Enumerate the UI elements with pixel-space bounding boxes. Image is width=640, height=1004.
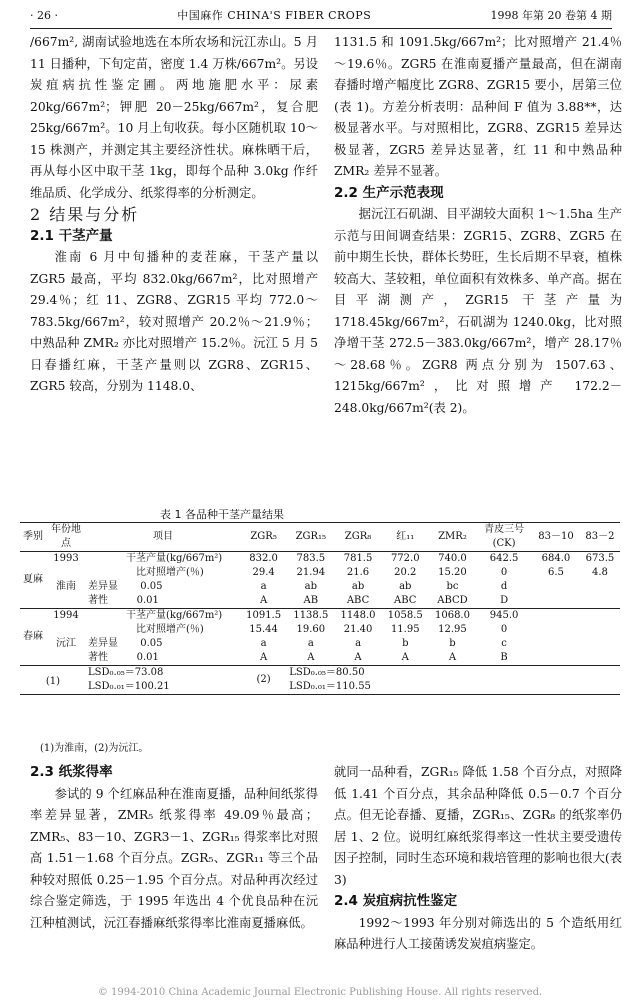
running-header [30, 4, 612, 29]
value-cell: 1148.0 [340, 610, 376, 621]
subsection-heading: 2.3 纸浆得率 [30, 764, 113, 780]
header-cell: 青皮三号(CK) [484, 524, 525, 549]
paragraph: 1992～1993 年分别对筛选出的 5 个造纸用红麻品种进行人工接菌诱发炭疽病鉴定。 [334, 915, 622, 951]
issue-info: 1998 年第 20 卷第 4 期 [490, 9, 612, 23]
value-cell: A [401, 652, 409, 663]
value-cell: 781.5 [343, 553, 373, 564]
value-cell: 684.0 [541, 553, 571, 564]
header-cell: 年份地点 [51, 524, 81, 549]
table-row [20, 651, 620, 666]
place-cell: 淮南 [56, 581, 76, 592]
value-cell: 21.6 [346, 567, 370, 578]
value-cell [532, 594, 580, 609]
p-level: 0.05 [140, 581, 163, 592]
item-cell: 比对照增产(％) [136, 624, 204, 635]
blank-cell [429, 666, 620, 695]
value-cell: ABCD [437, 595, 468, 606]
table-row [20, 566, 620, 580]
item-cell [86, 580, 240, 594]
value-cell: 740.0 [438, 553, 467, 564]
item-cell: 比对照增产(％) [136, 567, 204, 578]
value-cell: 11.95 [390, 624, 420, 635]
item-label: 著性 [88, 595, 108, 606]
table-row [20, 623, 620, 637]
value-cell [532, 637, 580, 651]
value-cell: d [500, 581, 508, 592]
journal-name: 中国麻作 CHINA'S FIBER CROPS [177, 9, 372, 23]
value-cell: 642.5 [489, 553, 519, 564]
value-cell: a [307, 638, 314, 649]
table-note: (1)为淮南，(2)为沅江。 [40, 743, 149, 754]
value-cell: A [259, 652, 268, 663]
place-cell: 沅江 [56, 638, 76, 649]
item-label: 著性 [88, 652, 108, 663]
right-column-bottom [334, 762, 622, 956]
paragraph: 淮南 6 月中旬播种的麦茬麻，干茎产量以 ZGR5 最高，平均 832.0kg/667m²，比对照增产 29.4％；红 11、ZGR8、ZGR15 平均 772.0～783.5kg/667m²，较对照增产 20.2％～21.9％；中熟品种 ZMR₂ 亦比对照增产 15.2％。沅江 5 月 5 日春播红麻，干茎产量则以 ZGR8、ZGR15、ZGR5 较高，分别为 1148.0、 [30, 250, 318, 393]
table-caption: 表 1 各品种干茎产量结果 [160, 508, 284, 521]
table-row [20, 552, 620, 567]
value-cell: a [260, 581, 267, 592]
yield-table [20, 522, 620, 695]
value-cell [532, 623, 580, 637]
lsd-value: LSD₀.₀₁＝110.55 [289, 681, 371, 692]
value-cell: 0 [500, 624, 508, 635]
lsd-row [20, 666, 620, 695]
value-cell: 20.2 [394, 567, 417, 578]
value-cell [532, 609, 580, 624]
value-cell: A [448, 652, 457, 663]
lsd-value: LSD₀.₀₁＝100.21 [88, 681, 170, 692]
value-cell [580, 594, 620, 609]
header-cell: ZGR₅ [250, 531, 277, 542]
value-cell: b [402, 638, 409, 649]
p-level: 0.01 [136, 652, 159, 663]
subsection-heading: 2.2 生产示范表现 [334, 184, 444, 201]
value-cell: A [307, 652, 315, 663]
header-cell: ZGR₈ [344, 531, 372, 542]
paragraph: 据沅江石矶湖、目平湖较大面积 1～1.5ha 生产示范与田间调查结果：ZGR15、ZGR8、ZGR5 在前中期生长快，群体长势旺，生长后期不早衰，植株较高大、茎较粗，单位面积有效株多、单产高。据在目平湖测产，ZGR15 干茎产量为 1718.45kg/667m²，石矶湖为 1240.0kg，比对照净增干茎 272.5－383.0kg/667m²，增产 28.17％～28.68％。ZGR8 两点分别为 1507.63、1215kg/667m²，比对照增产 172.2－248.0kg/667m²(表 2)。 [334, 207, 622, 415]
copyright-footer: © 1994-2010 China Academic Journal Electronic Publishing House. All rights reserved. [97, 987, 543, 998]
value-cell: 12.95 [438, 624, 467, 635]
table-header-row [20, 523, 620, 552]
value-cell: 1068.0 [434, 610, 470, 621]
value-cell: B [500, 652, 508, 663]
paragraph: 参试的 9 个红麻品种在淮南夏播，品种间纸浆得率差异显著，ZMR₅ 纸浆得率 49.09％最高；ZMR₅、83－10、ZGR3－1、ZGR₁₅ 得浆率比对照高 1.51－1.68 个百分点。ZGR₅、ZGR₁₁ 等三个品种较对照低 0.25－1.95 个百分点。对品种再次经过综合鉴定筛选，于 1995 年选出 4 个优良品种在沅江种植测试，沅江春播麻纸浆得率比淮南夏播麻低。 [30, 786, 318, 930]
left-column-bottom [30, 762, 318, 934]
value-cell: D [500, 595, 509, 606]
lsd-tag: (2) [256, 674, 271, 685]
item-label: 差异显 [88, 638, 118, 649]
lsd-value: LSD₀.₀₅＝80.50 [289, 667, 365, 678]
item-cell [86, 651, 240, 666]
table-row [20, 580, 620, 594]
lsd-tag: (1) [45, 675, 61, 687]
season-cell: 夏麻 [23, 574, 43, 585]
value-cell: 772.0 [390, 553, 420, 564]
paragraph: 就同一品种看，ZGR₁₅ 降低 1.58 个百分点，对照降低 1.41 个百分点，其余品种降低 0.5－0.7 个百分点。但无论春播、夏播，ZGR₁₅、ZGR₈ 的纸浆率仍居 1、2 位。说明红麻纸浆得率这一性状主要受遗传因子控制，同时生态环境和栽培管理的影响也很大(表 3) [334, 765, 622, 887]
lsd-cell [287, 666, 429, 695]
value-cell: 0 [500, 567, 508, 578]
value-cell: c [501, 638, 507, 649]
value-cell: ABC [346, 595, 370, 606]
value-cell [580, 637, 620, 651]
item-cell: 干茎产量(kg/667m²) [126, 610, 223, 621]
value-cell: 1058.5 [387, 610, 423, 621]
value-cell: ab [399, 581, 412, 592]
value-cell [580, 623, 620, 637]
item-label: 差异显 [88, 581, 118, 592]
page-number: · 26 · [30, 9, 58, 23]
season-cell: 春麻 [23, 631, 43, 642]
value-cell: 15.20 [438, 567, 467, 578]
header-cell: 83－2 [585, 531, 615, 542]
table-row [20, 609, 620, 624]
year-cell: 1994 [53, 610, 79, 621]
section-heading: 2 结果与分析 [30, 205, 140, 224]
subsection-heading: 2.1 干茎产量 [30, 227, 113, 244]
left-column-top [30, 32, 318, 398]
value-cell: ABC [394, 595, 417, 606]
paragraph: 1131.5 和 1091.5kg/667m²；比对照增产 21.4％～19.6％。ZGR5 在淮南夏播产量最高，但在湖南春播时增产幅度比 ZGR8、ZGR15 要小，居第三位(表 1)。方差分析表明：品种间 F 值为 3.88**，达极显著水平。与对照相比，ZGR8、ZGR15 差异达极显著，ZGR5 差异达显著，红 11 和中熟品种 ZMR₂ 差异不显著。 [334, 35, 622, 178]
value-cell: 1091.5 [246, 610, 282, 621]
value-cell: 4.8 [591, 567, 608, 578]
item-cell: 干茎产量(kg/667m²) [126, 553, 223, 564]
value-cell [532, 651, 580, 666]
lsd-group [20, 666, 620, 695]
table-row [20, 637, 620, 651]
value-cell: A [259, 595, 268, 606]
value-cell: AB [303, 595, 319, 606]
value-cell: 19.60 [296, 624, 326, 635]
header-cell: 项目 [153, 531, 173, 542]
value-cell: 21.94 [296, 567, 326, 578]
header-cell: ZGR₁₅ [295, 531, 327, 542]
spring-group [20, 609, 620, 666]
header-cell: ZMR₂ [438, 531, 467, 542]
value-cell: bc [446, 581, 459, 592]
lsd-value: LSD₀.₀₅＝73.08 [88, 667, 164, 678]
p-level: 0.05 [140, 638, 163, 649]
value-cell: ab [304, 581, 318, 592]
header-cell: 红₁₁ [396, 531, 415, 542]
value-cell: 783.5 [296, 553, 326, 564]
value-cell [580, 651, 620, 666]
paragraph: /667m², 湖南试验地选在本所农场和沅江赤山。5 月 11 日播种，下旬定苗，密度 1.4 万株/667m²。另设炭疽病抗性鉴定圃。两地施肥水平：尿素 20kg/667m²；钾肥 20－25kg/667m²，复合肥 25kg/667m²。10 月上旬收获。每小区随机取 10～15 株测产，并测定其主要经济性状。麻株晒干后，再从每小区中取干茎 1kg，即每个品种 3.0kg 作纤维品质、化学成分、纸浆得率的分析测定。 [30, 35, 318, 200]
item-cell [86, 594, 240, 609]
header-cell: 季别 [23, 531, 43, 542]
value-cell: a [355, 638, 362, 649]
value-cell [532, 580, 580, 594]
value-cell: A [354, 652, 362, 663]
subsection-heading: 2.4 炭疽病抗性鉴定 [334, 893, 458, 909]
value-cell: b [449, 638, 456, 649]
table-row [20, 594, 620, 609]
header-cell: 83－10 [538, 531, 574, 542]
value-cell: ab [351, 581, 365, 592]
value-cell: 6.5 [548, 567, 564, 578]
year-cell: 1993 [53, 553, 79, 564]
value-cell: a [260, 638, 267, 649]
right-column-top [334, 32, 622, 419]
value-cell: 832.0 [249, 553, 278, 564]
value-cell: 15.44 [249, 624, 278, 635]
p-level: 0.01 [136, 595, 159, 606]
item-cell [86, 637, 240, 651]
value-cell: 21.40 [343, 624, 373, 635]
value-cell [580, 580, 620, 594]
value-cell: 1138.5 [293, 610, 329, 621]
value-cell [580, 609, 620, 624]
value-cell: 29.4 [252, 567, 275, 578]
summer-group [20, 552, 620, 609]
value-cell: 945.0 [489, 610, 519, 621]
lsd-cell [86, 666, 240, 695]
value-cell: 673.5 [585, 553, 615, 564]
